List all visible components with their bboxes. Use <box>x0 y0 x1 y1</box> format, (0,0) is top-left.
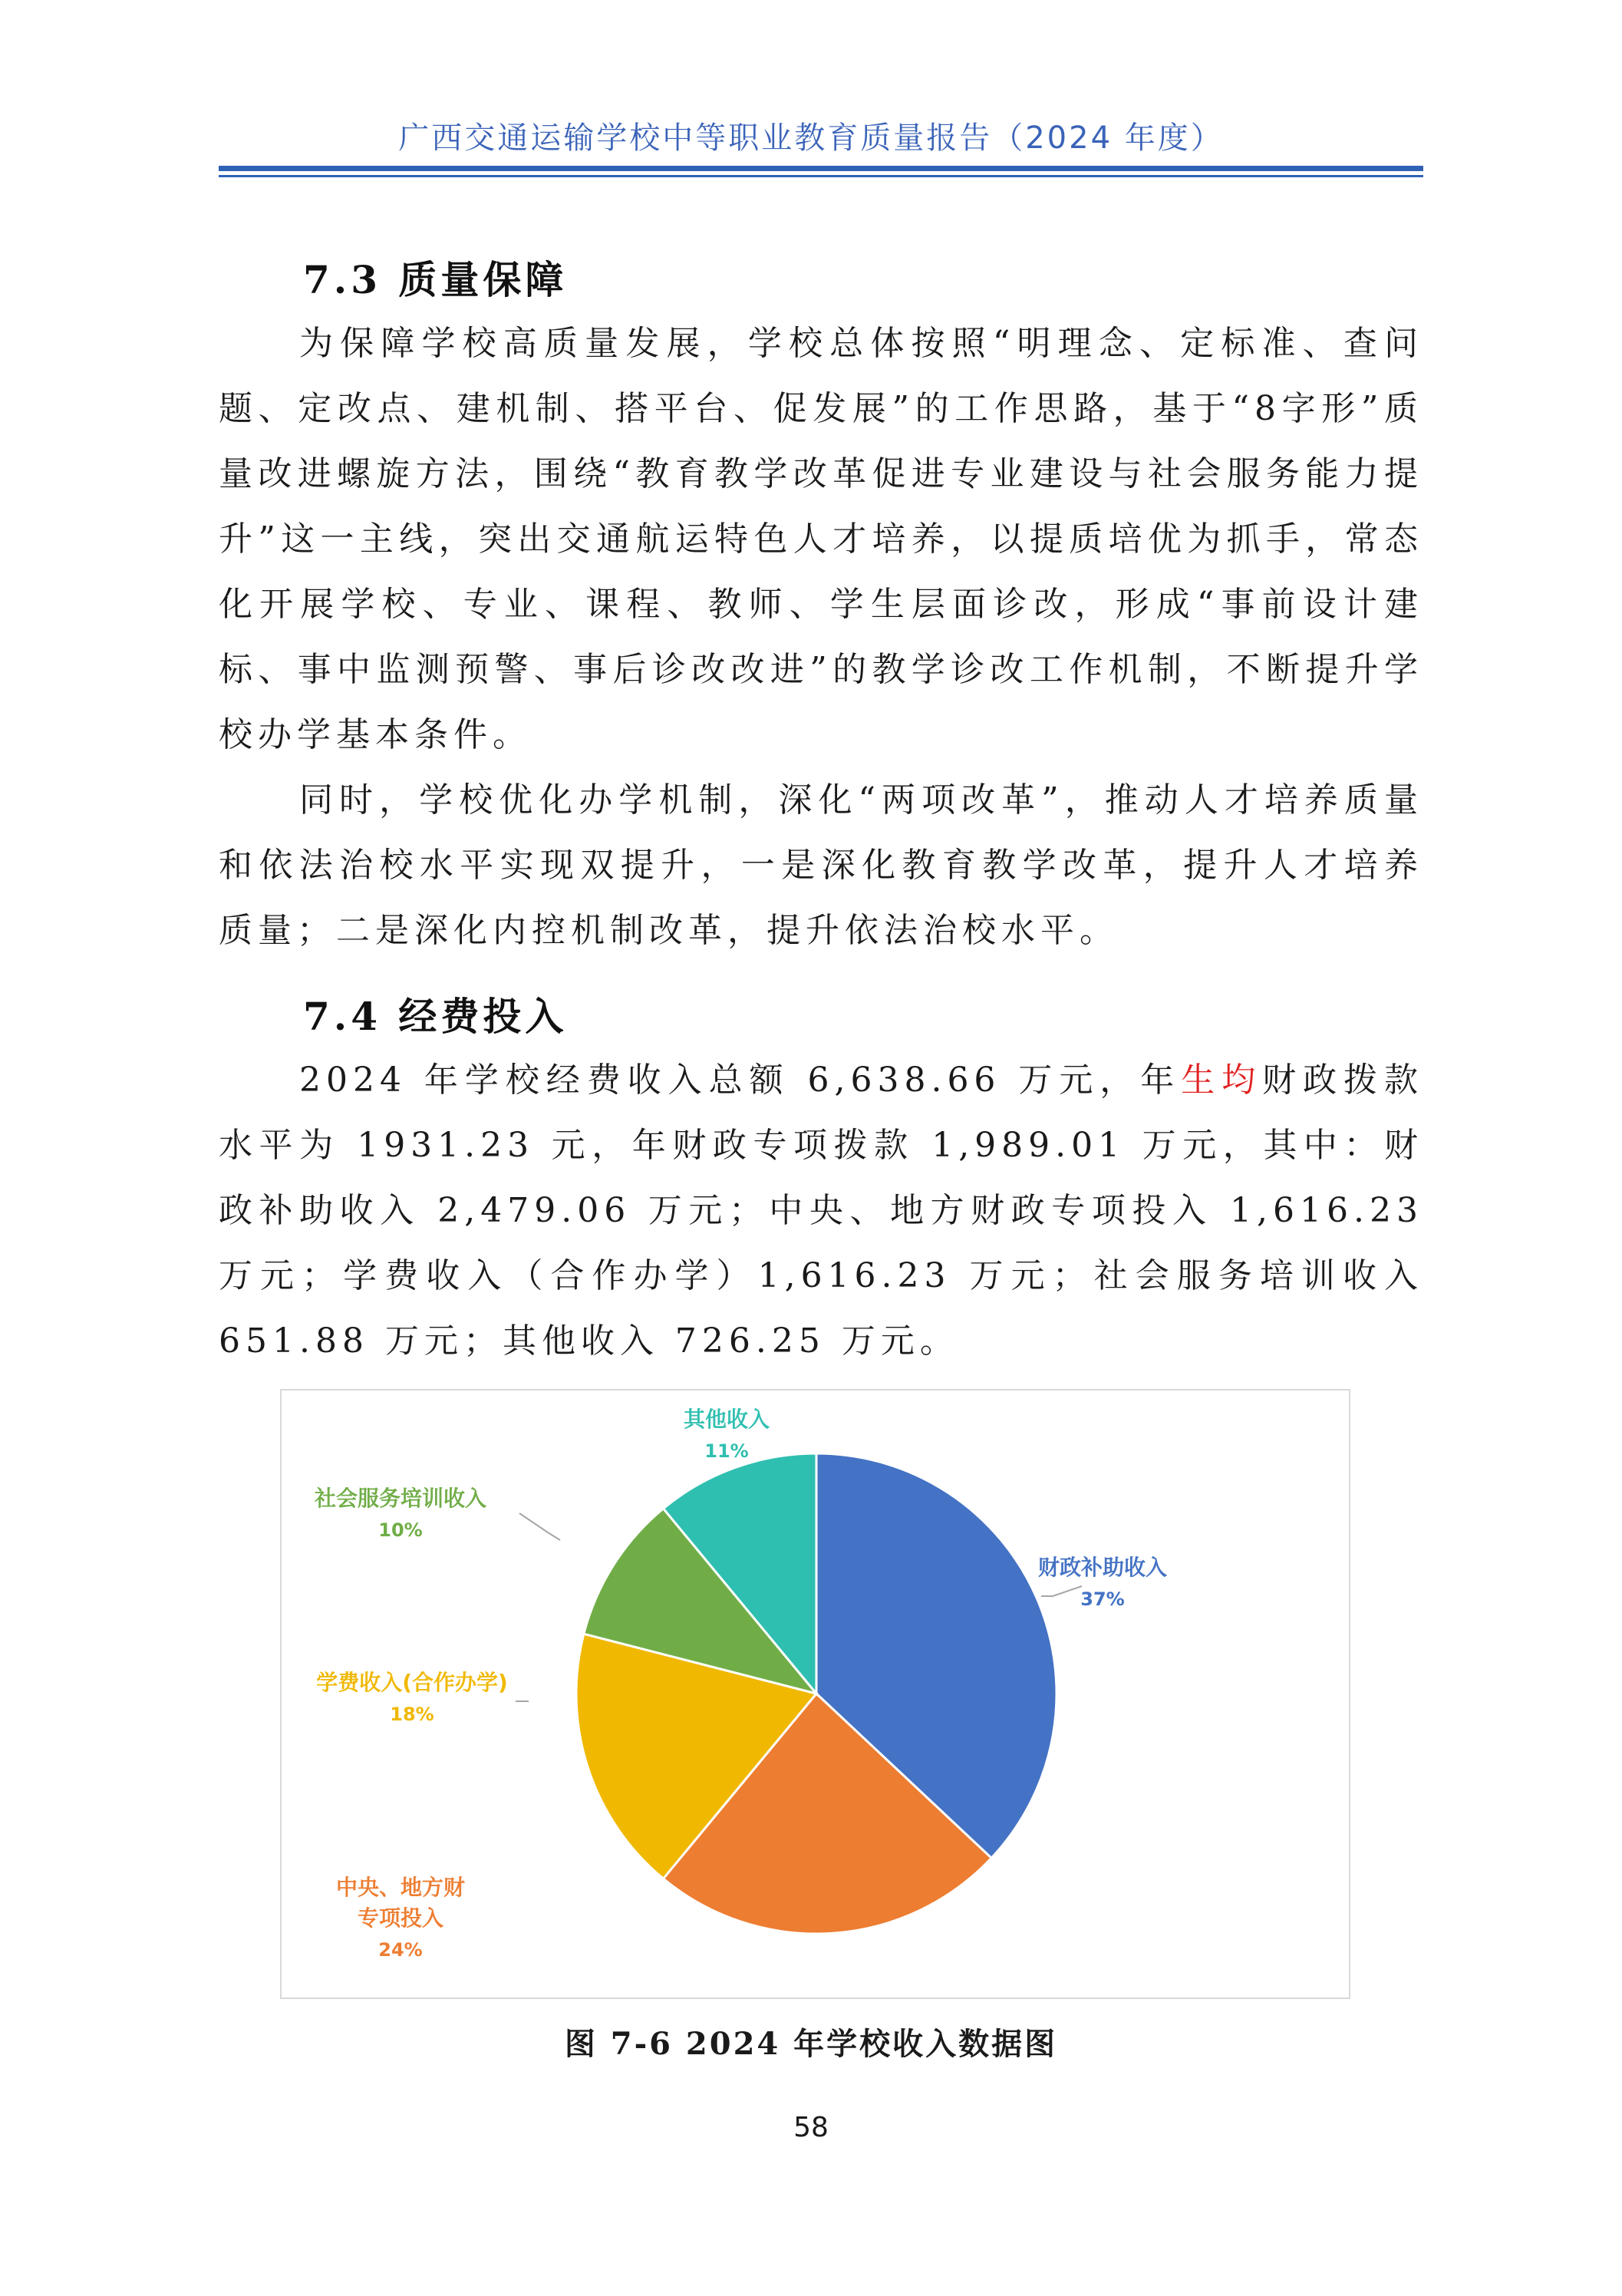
funding-text-after: 财政拨款水平为 1931.23 元，年财政专项拨款 1,989.01 万元，其中：财政补助收入 2,479.06 万元；中央、地方财政专项投入 1,616.23 万元；学费收入（合作办学）1,616.23 万元；社会服务培训收入 651.88 万元；其他收入 726.25 万元。 <box>219 1061 1424 1361</box>
leader-line-4 <box>519 1513 560 1540</box>
slice-label-3: 学费收入(合作办学) <box>316 1670 508 1695</box>
slice-label-1: 财政补助收入 <box>1037 1555 1168 1580</box>
paragraph-funding <box>219 1047 1423 1374</box>
income-pie-chart <box>280 1389 1350 1999</box>
slice-label-5: 其他收入 <box>683 1407 770 1432</box>
slice-percent-2: 24% <box>378 1939 423 1961</box>
header-rule-thick <box>219 166 1423 171</box>
slice-label-2: 中央、地方财 <box>335 1875 466 1900</box>
slice-percent-3: 18% <box>390 1704 434 1725</box>
funding-text-before: 2024 年学校经费收入总额 6,638.66 万元，年 <box>299 1061 1182 1100</box>
section-heading-7-4: 7.4 经费投入 <box>303 994 568 1039</box>
paragraph-quality-assurance: 为保障学校高质量发展，学校总体按照“明理念、定标准、查问题、定改点、建机制、搭平台、促发展”的工作思路，基于“8字形”质量改进螺旋方法，围绕“教育教学改革促进专业建设与社会服务能力提升”这一主线，突出交通航运特色人才培养，以提质培优为抓手，常态化开展学校、专业、课程、教师、学生层面诊改，形成“事前设计建标、事中监测预警、事后诊改改进”的教学诊改工作机制，不断提升学校办学基本条件。 <box>219 324 1423 754</box>
section-heading-7-3: 7.3 质量保障 <box>303 257 568 302</box>
figure-caption: 图 7-6 2024 年学校收入数据图 <box>564 2026 1058 2062</box>
slice-percent-4: 10% <box>378 1519 423 1541</box>
leader-line-1 <box>1041 1586 1082 1596</box>
slice-percent-1: 37% <box>1080 1588 1125 1610</box>
page-number: 58 <box>793 2112 829 2143</box>
report-header-title: 广西交通运输学校中等职业教育质量报告（2024 年度） <box>398 120 1224 156</box>
slice-percent-5: 11% <box>704 1440 749 1462</box>
slice-label-2: 专项投入 <box>357 1905 444 1931</box>
paragraph-dual-reform: 同时，学校优化办学机制，深化“两项改革”，推动人才培养质量和依法治校水平实现双提升，一是深化教育教学改革，提升人才培养质量；二是深化内控机制改革，提升依法治校水平。 <box>219 780 1423 950</box>
header-rule-thin <box>219 175 1423 177</box>
slice-label-4: 社会服务培训收入 <box>314 1486 487 1511</box>
pie-chart-svg <box>282 1390 1349 1997</box>
funding-highlight: 生均 <box>1181 1061 1263 1100</box>
